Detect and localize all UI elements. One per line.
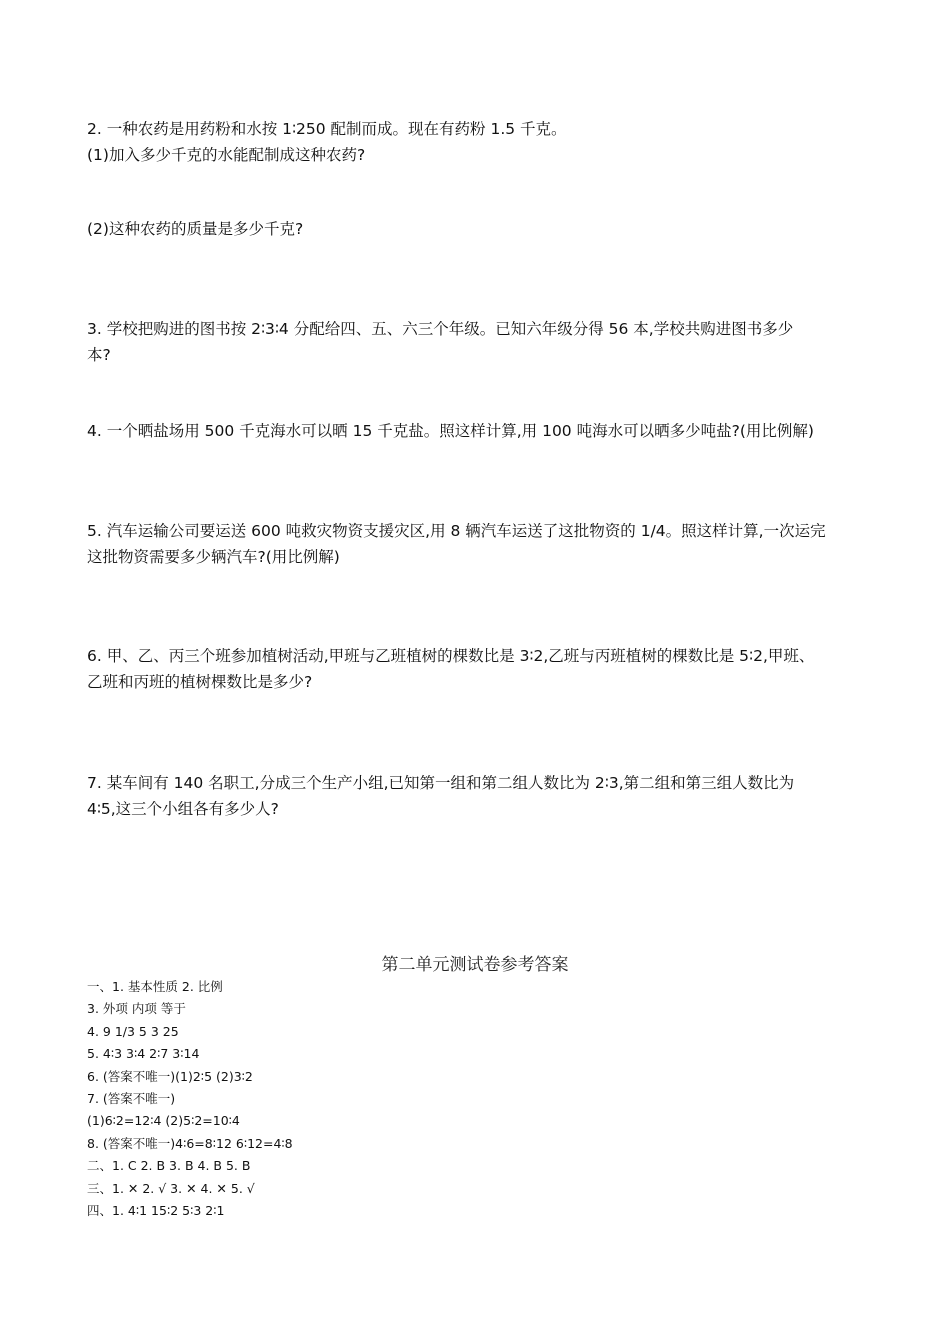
answer-row: 一、1. 基本性质 2. 比例 <box>87 979 223 994</box>
question-line: 4. 一个晒盐场用 500 千克海水可以晒 15 千克盐。照这样计算,用 100 吨海水可以晒多少吨盐?(用比例解) <box>87 422 814 440</box>
answer-row: 二、1. C 2. B 3. B 4. B 5. B <box>87 1158 251 1174</box>
question-6 <box>87 643 877 695</box>
question-line: 4∶5,这三个小组各有多少人? <box>87 800 279 818</box>
answer-row: 3. 外项 内项 等于 <box>87 1001 186 1017</box>
answer-row: 四、1. 4∶1 15∶2 5∶3 2∶1 <box>87 1203 225 1219</box>
answer-row: (1)6∶2=12∶4 (2)5∶2=10∶4 <box>87 1113 240 1129</box>
answer-row: 5. 4∶3 3∶4 2∶7 3∶14 <box>87 1046 200 1062</box>
question-7 <box>87 770 877 822</box>
question-5 <box>87 518 877 570</box>
question-line: (1)加入多少千克的水能配制成这种农药? <box>87 146 366 164</box>
answer-row: 8. (答案不唯一)4∶6=8∶12 6∶12=4∶8 <box>87 1135 293 1151</box>
question-line: 本? <box>87 346 111 364</box>
question-4 <box>87 418 877 444</box>
question-line: 5. 汽车运输公司要运送 600 吨救灾物资支援灾区,用 8 辆汽车运送了这批物资的 1/4。照这样计算,一次运完 <box>87 522 826 540</box>
answer-row: 三、1. ✕ 2. √ 3. ✕ 4. ✕ 5. √ <box>87 1180 255 1196</box>
question-line: 这批物资需要多少辆汽车?(用比例解) <box>87 548 340 566</box>
question-line: 2. 一种农药是用药粉和水按 1∶250 配制而成。现在有药粉 1.5 千克。 <box>87 120 567 138</box>
answer-key <box>87 976 687 1222</box>
answer-row: 6. (答案不唯一)(1)2∶5 (2)3∶2 <box>87 1068 253 1084</box>
question-2-part-2 <box>87 216 877 242</box>
question-line: 3. 学校把购进的图书按 2∶3∶4 分配给四、五、六三个年级。已知六年级分得 56 本,学校共购进图书多少 <box>87 320 794 338</box>
question-line: 7. 某车间有 140 名职工,分成三个生产小组,已知第一组和第二组人数比为 2∶3,第二组和第三组人数比为 <box>87 774 795 792</box>
question-3 <box>87 316 877 368</box>
question-line: 6. 甲、乙、丙三个班参加植树活动,甲班与乙班植树的棵数比是 3∶2,乙班与丙班植树的棵数比是 5∶2,甲班、 <box>87 647 815 665</box>
answer-row: 4. 9 1/3 5 3 25 <box>87 1023 179 1039</box>
question-line: (2)这种农药的质量是多少千克? <box>87 220 304 238</box>
question-2 <box>87 116 877 168</box>
answer-key-title: 第二单元测试卷参考答案 <box>381 955 569 975</box>
question-line: 乙班和丙班的植树棵数比是多少? <box>87 673 313 691</box>
answer-row: 7. (答案不唯一) <box>87 1091 176 1107</box>
